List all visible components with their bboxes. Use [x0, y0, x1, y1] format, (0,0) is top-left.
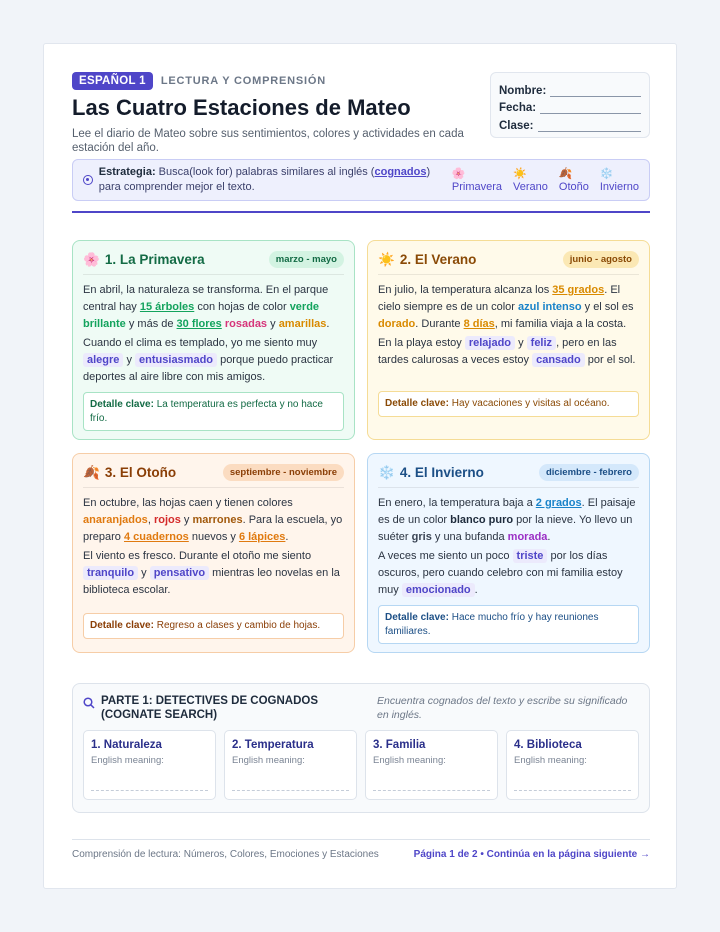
text: . Para la escuela, yo preparo [83, 514, 343, 543]
card-title-text: 4. El Invierno [399, 465, 484, 480]
header-divider [72, 211, 650, 213]
number-word: 15 árboles [139, 301, 195, 313]
text: . Durante [415, 318, 464, 330]
sun-icon: ☀️ [378, 251, 395, 267]
card-verano [367, 240, 650, 440]
text: y [267, 318, 279, 330]
cognate-box [506, 730, 639, 800]
worksheet-content [72, 72, 650, 860]
number-word: 6 lápices [238, 531, 286, 543]
months-pill: septiembre - noviembre [223, 464, 344, 481]
date-line[interactable] [540, 102, 641, 114]
snowflake-icon: ❄️ [378, 464, 395, 480]
color-word: rojos [153, 514, 181, 526]
cognate-search-section [72, 683, 650, 813]
class-row [499, 114, 641, 132]
text: y [180, 514, 193, 526]
color-word: azul intenso [518, 301, 582, 313]
emotion-word: cansado [532, 353, 585, 367]
emotion-word: pensativo [150, 566, 209, 580]
number-word: 35 grados [552, 284, 605, 296]
emotion-word: triste [513, 549, 548, 563]
text: por los días oscuros, pero cuando celebro con mi familia estoy muy [378, 550, 623, 596]
paragraph [83, 335, 344, 386]
cognate-word: 2. Temperatura [232, 739, 314, 751]
text: En abril, la naturaleza se transforma. En el parque central hay [83, 284, 329, 313]
text: , pero en las tardes calurosas a veces estoy [378, 337, 617, 366]
footer-topic: Comprensión de lectura: Números, Colores, Emociones y Estaciones [72, 849, 379, 860]
leaf-icon: 🍂 [558, 168, 573, 180]
section-title-text: PARTE 1: DETECTIVES DE COGNADOS (COGNATE SEARCH) [101, 695, 319, 721]
flower-icon: 🌸 [451, 168, 466, 180]
card-header [378, 251, 639, 275]
strategy-text [99, 165, 438, 195]
paragraph [378, 282, 639, 333]
meaning-label: English meaning: [514, 755, 587, 766]
cognate-word: 1. Naturaleza [91, 739, 162, 751]
text: mientras leo novelas en la biblioteca escolar. [83, 567, 340, 596]
text: El viento es fresco. Durante el otoño me siento [83, 550, 312, 562]
card-title [378, 465, 484, 481]
leaf-icon: 🍂 [83, 464, 100, 480]
text: y [515, 337, 527, 349]
answer-line[interactable] [373, 790, 490, 791]
page-footer [72, 839, 650, 860]
emotion-word: feliz [527, 336, 556, 350]
key-detail [83, 392, 344, 431]
paragraph [378, 548, 639, 599]
answer-line[interactable] [232, 790, 349, 791]
legend-verano [513, 167, 548, 193]
text: por el sol. [584, 354, 636, 366]
sun-icon: ☀️ [513, 168, 527, 180]
paragraph [378, 335, 639, 369]
color-word: gris [411, 531, 432, 543]
emotion-word: relajado [465, 336, 515, 350]
text: A veces me siento un poco [378, 550, 513, 562]
section-kicker: LECTURA Y COMPRENSIÓN [160, 75, 326, 87]
text: y [138, 567, 150, 579]
text: . [474, 584, 478, 596]
text: Cuando el clima es templado, yo me siento muy [83, 337, 318, 349]
paragraph [378, 495, 639, 546]
legend-label: Primavera [451, 181, 503, 193]
months-pill: diciembre - febrero [539, 464, 639, 481]
season-legend [452, 167, 639, 193]
search-icon [83, 697, 95, 709]
section-title [83, 694, 363, 722]
meaning-label: English meaning: [232, 755, 305, 766]
meaning-label: English meaning: [373, 755, 446, 766]
flower-icon: 🌸 [83, 251, 100, 267]
name-label: Nombre: [499, 84, 547, 97]
text: En enero, la temperatura baja a [378, 497, 536, 509]
key-text: La temperatura es perfecta y no hace frío. [90, 399, 323, 424]
text: con hojas de color [194, 301, 290, 313]
text: En octubre, las hojas caen y tienen colores [83, 497, 293, 509]
text: . El paisaje es de un color [378, 497, 636, 526]
strategy-text-b: ) para comprender mejor el texto. [98, 166, 431, 193]
cognate-box [224, 730, 357, 800]
class-line[interactable] [538, 120, 641, 132]
months-pill: marzo - mayo [269, 251, 344, 268]
card-title [83, 252, 205, 268]
legend-label: Otoño [558, 181, 589, 193]
color-word: dorado [378, 318, 416, 330]
meaning-label: English meaning: [91, 755, 164, 766]
legend-label: Invierno [599, 181, 639, 193]
card-title [83, 465, 176, 481]
emotion-word: entusiasmado [135, 353, 217, 367]
strategy-banner [72, 159, 650, 201]
card-title [378, 252, 476, 268]
compass-icon [83, 175, 93, 185]
section-instructions: Encuentra cognados del texto y escribe su significado en inglés. [377, 695, 628, 721]
key-label: Detalle clave: [385, 612, 449, 623]
card-title-text: 1. La Primavera [104, 252, 205, 267]
months-pill: junio - agosto [563, 251, 639, 268]
color-word: rosadas [224, 318, 268, 330]
answer-line[interactable] [514, 790, 631, 791]
key-text: Hace mucho frío y hay reuniones familiares. [385, 612, 599, 637]
text: . El cielo siempre es de un color [378, 284, 621, 313]
key-detail [378, 391, 639, 417]
cognate-boxes [83, 730, 639, 800]
cognate-box [83, 730, 216, 800]
date-row [499, 97, 641, 115]
legend-invierno [600, 167, 639, 193]
card-header [83, 464, 344, 488]
emotion-word: alegre [83, 353, 123, 367]
card-title-text: 2. El Verano [399, 252, 477, 267]
course-badge: ESPAÑOL 1 [72, 72, 153, 90]
name-line[interactable] [550, 85, 641, 97]
key-detail [378, 605, 639, 644]
key-text: Regreso a clases y cambio de hojas. [153, 620, 321, 631]
name-row [499, 79, 641, 97]
color-word: anaranjados [83, 514, 148, 526]
card-title-text: 3. El Otoño [104, 465, 177, 480]
text: por la nieve. Yo llevo un suéter [378, 514, 633, 543]
legend-label: Verano [513, 181, 548, 193]
page-subtitle: Lee el diario de Mateo sobre sus sentimientos, colores y actividades en cada estación del año. [72, 128, 464, 154]
text: porque puedo practicar deportes al aire libre con mis amigos. [83, 354, 334, 383]
emotion-word: tranquilo [83, 566, 138, 580]
paragraph [83, 282, 344, 333]
color-word: verde brillante [83, 301, 320, 330]
paragraph [83, 548, 344, 599]
text: nuevos y [188, 531, 239, 543]
card-header [378, 464, 639, 488]
date-label: Fecha: [499, 102, 537, 114]
key-detail [83, 613, 344, 639]
snowflake-icon: ❄️ [599, 168, 614, 180]
class-label: Clase: [499, 119, 534, 132]
color-word: amarillas [278, 318, 327, 330]
worksheet-page [43, 43, 677, 889]
page-title: Las Cuatro Estaciones de Mateo [72, 95, 411, 120]
text: , mi familia viaja a la costa. [494, 318, 627, 330]
cognate-box [365, 730, 498, 800]
color-word: morada [507, 531, 548, 543]
key-label: Detalle clave: [90, 399, 154, 410]
legend-primavera [452, 167, 502, 193]
text: . [285, 531, 289, 543]
number-word: 30 flores [176, 318, 222, 330]
color-word: blanco puro [450, 514, 514, 526]
strategy-label: Estrategia: [98, 166, 156, 178]
answer-line[interactable] [91, 790, 208, 791]
emotion-word: emocionado [402, 583, 475, 597]
text: . [547, 531, 551, 543]
section-header [83, 694, 639, 722]
cognate-word: 4. Biblioteca [514, 739, 582, 751]
text: En la playa estoy [378, 337, 465, 349]
card-primavera [72, 240, 355, 440]
text: y una bufanda [431, 531, 508, 543]
key-label: Detalle clave: [385, 398, 449, 409]
text: En julio, la temperatura alcanza los [378, 284, 553, 296]
cognados-link: cognados [374, 166, 427, 178]
number-word: 4 cuadernos [123, 531, 189, 543]
text: y [123, 354, 136, 366]
text: y más de [125, 318, 177, 330]
card-header [83, 251, 344, 275]
text: y el sol es [581, 301, 634, 313]
cognate-word: 3. Familia [373, 739, 426, 751]
text: , [147, 514, 154, 526]
strategy-text-a: Busca(look for) palabras similares al inglés ( [155, 166, 375, 178]
key-text: Hay vacaciones y visitas al océano. [448, 398, 610, 409]
number-word: 2 grados [535, 497, 582, 509]
card-otono [72, 453, 355, 653]
legend-otono [559, 167, 589, 193]
paragraph [83, 495, 344, 546]
color-word: marrones [192, 514, 243, 526]
text: . [326, 318, 330, 330]
student-info-box [490, 72, 650, 138]
card-invierno [367, 453, 650, 653]
key-label: Detalle clave: [90, 620, 154, 631]
number-word: 8 días [463, 318, 495, 330]
footer-pagination: Página 1 de 2 • Continúa en la página siguiente → [413, 849, 650, 860]
